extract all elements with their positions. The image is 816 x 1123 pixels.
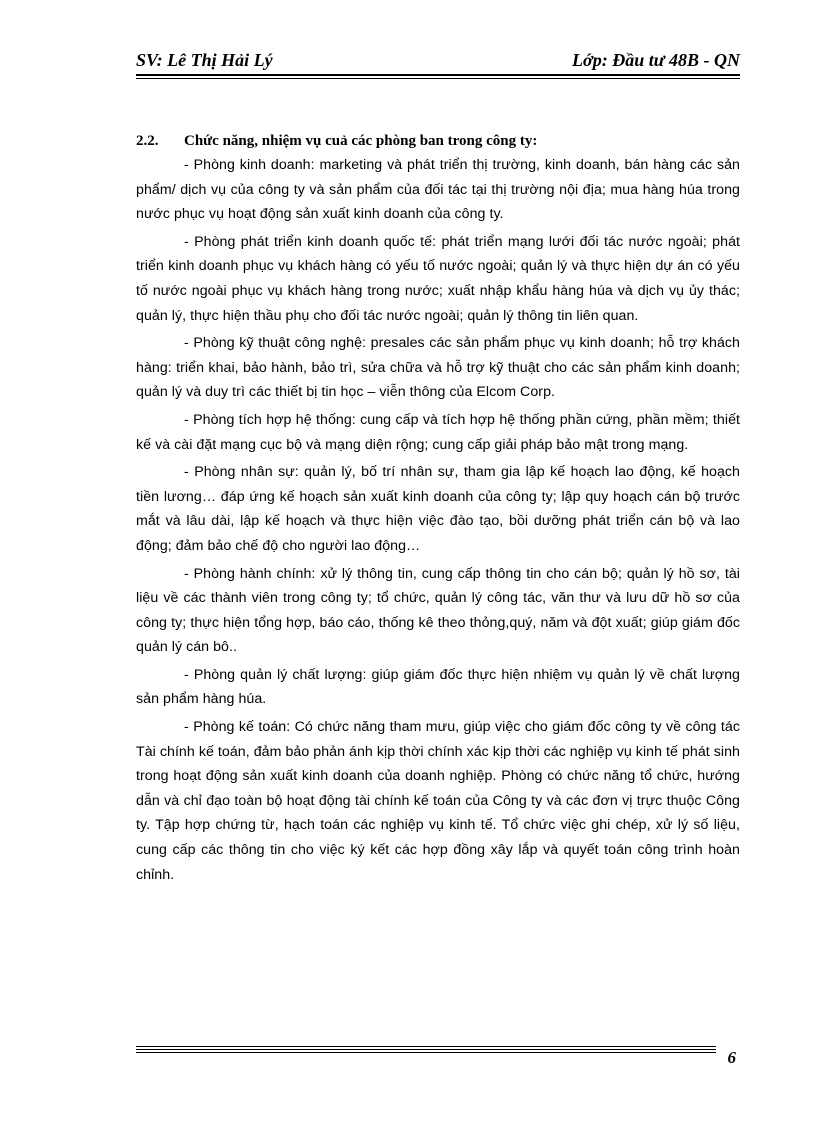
header-rule [136,74,740,76]
section-number: 2.2. [136,133,159,149]
student-name: SV: Lê Thị Hải Lý [136,50,273,70]
paragraph-hr: - Phòng nhân sự: quản lý, bố trí nhân sự, tham gia lập kế hoạch lao động, kế hoạch tiền lương… đáp ứng kế hoạch sản xuất kinh doanh của công ty; lập quy hoạch cán bộ trước mắt và lâu dài, lập kế hoạch và thực hiện việc đào tạo, bồi dưỡng phát triển cán bộ và lao động; đảm bảo chế độ cho người lao động… [136,464,740,554]
paragraph-international: - Phòng phát triển kinh doanh quốc tế: phát triển mạng lưới đối tác nước ngoài; phát triển kinh doanh phục vụ khách hàng có yếu tố nước ngoài; quản lý và thực hiện dự án có yếu tố nước ngoài phục vụ khách hàng trong nước; xuất nhập khẩu hàng húa và dịch vụ ủy thác; quản lý, thực hiện thầu phụ cho đối tác nước ngoài; quản lý thông tin liên quan. [136,233,740,324]
footer-rule [136,1052,716,1053]
section-title: Chức năng, nhiệm vụ cuả các phòng ban trong công ty: [184,133,538,149]
page-footer [136,1046,740,1086]
footer-rule [136,1049,716,1050]
class-name: Lớp: Đầu tư 48B - QN [572,50,740,70]
header-rule-thin [136,78,740,79]
paragraph-technology: - Phòng kỹ thuật công nghệ: presales các sản phẩm phục vụ kinh doanh; hỗ trợ khách hàng: triển khai, bảo hành, bảo trì, sửa chữa và hỗ trợ kỹ thuật cho các sản phẩm kinh doanh; quản lý và duy trì các thiết bị tin học – viễn thông của Elcom Corp. [136,335,740,401]
paragraph-sales: - Phòng kinh doanh: marketing và phát triển thị trường, kinh doanh, bán hàng các sản phẩm/ dịch vụ của công ty và sản phẩm của đối tác tại thị trường nội địa; mua hàng húa trong nước phục vụ hoạt động sản xuất kinh doanh của công ty. [136,157,740,223]
page-number: 6 [727,1048,736,1067]
paragraph-quality: - Phòng quản lý chất lượng: giúp giám đốc thực hiện nhiệm vụ quản lý về chất lượng sản phẩm hàng húa. [136,666,740,708]
footer-rule [136,1046,716,1047]
page-content [136,129,740,890]
page-header [136,46,740,76]
paragraph-accounting: - Phòng kế toán: Có chức năng tham mưu, giúp việc cho giám đốc công ty về công tác Tài chính kế toán, đảm bảo phản ánh kịp thời chính xác kịp thời các nghiệp vụ kinh tế phát sinh trong hoạt động sản xuất kinh doanh của doanh nghiệp. Phòng có chức năng tổ chức, hướng dẫn và chỉ đạo toàn bộ hoạt động tài chính kế toán của Công ty và các đơn vị trực thuộc Công ty. Tập hợp chứng từ, hạch toán các nghiệp vụ kinh tế. Tổ chức việc ghi chép, xử lý số liệu, cung cấp các thông tin cho việc ký kết các hợp đồng xây lắp và quyết toán công trình hoàn chỉnh. [136,719,740,883]
section-heading [136,129,740,153]
paragraph-integration: - Phòng tích hợp hệ thống: cung cấp và tích hợp hệ thống phần cứng, phần mềm; thiết kế và cài đặt mạng cục bộ và mạng diện rộng; cung cấp giải pháp bảo mật trong mạng. [136,411,740,453]
paragraph-admin: - Phòng hành chính: xử lý thông tin, cung cấp thông tin cho cán bộ; quản lý hồ sơ, tài liệu về các thành viên trong công ty; tổ chức, quản lý công tác, văn thư và lưu dữ hồ sơ của công ty; thực hiện tổng hợp, báo cáo, thống kê theo thỏng,quý, năm và đột xuất; giúp giám đốc quản lý cán bô.. [136,565,740,656]
